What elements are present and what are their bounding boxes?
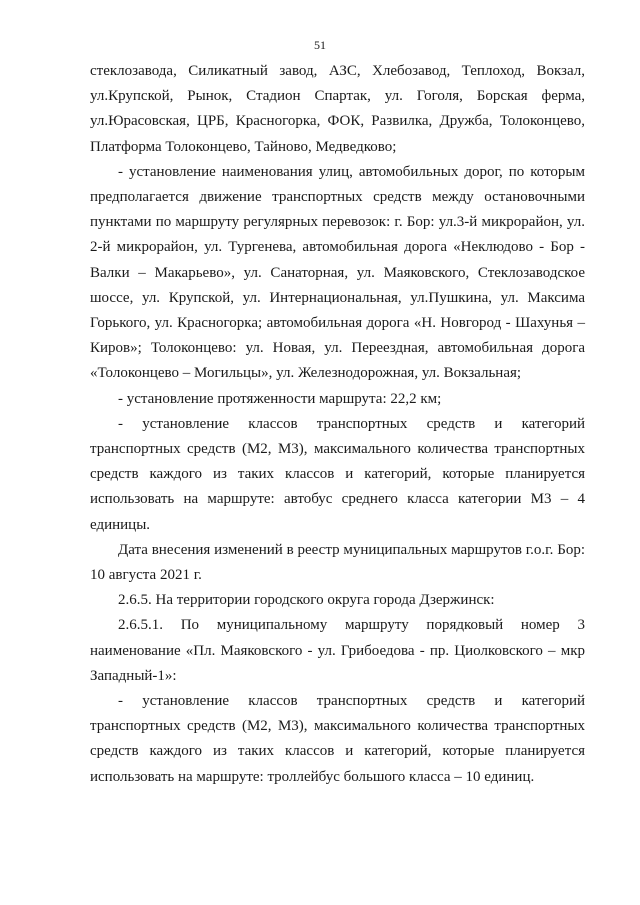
- paragraph-section-heading: 2.6.5. На территории городского округа города Дзержинск:: [118, 592, 495, 609]
- paragraph-stops-continued: стеклозавода, Силикатный завод, АЗС, Хлебозавод, Теплоход, Вокзал, ул.Крупской, Рынок, Стадион Спартак, ул. Гоголя, Борская ферма, ул.Юрасовская, ЦРБ, Красногорка, ФОК, Развилка, Дружба, Толоконцево, Платформа Толоконцево, Тайново, Медведково;: [90, 63, 585, 155]
- paragraph-vehicle-classes: - установление классов транспортных средств и категорий транспортных средств (М2, М3), максимального количества транспортных средств каждого из таких классов и категорий, которые планируется использовать на маршруте: автобус среднего класса категории М3 – 4 единицы.: [90, 415, 585, 533]
- paragraph-route-number: 2.6.5.1. По муниципальному маршруту порядковый номер 3 наименование «Пл. Маяковского - ул. Грибоедова - пр. Циолковского – мкр Западный-1»:: [90, 617, 585, 684]
- paragraph-registry-date: Дата внесения изменений в реестр муниципальных маршрутов г.о.г. Бор: 10 августа 2021 г.: [90, 541, 585, 584]
- paragraph-streets: - установление наименования улиц, автомобильных дорог, по которым предполагается движение транспортных средств между остановочными пунктами по маршруту регулярных перевозок: г. Бор: ул.3-й микрорайон, ул. 2-й микрорайон, ул. Тургенева, автомобильная дорога «Неклюдово - Бор - Валки – Макарьево», ул. Санаторная, ул. Маяковского, Стеклозаводское шоссе, ул. Крупской, ул. Интернациональная, ул.Пушкина, ул. Максима Горького, ул. Красногорка; автомобильная дорога «Н. Новгород - Шахунья – Киров»; Толоконцево: ул. Новая, ул. Переездная, автомобильная дорога «Толоконцево – Могильцы», ул. Железнодорожная, ул. Вокзальная;: [90, 163, 585, 382]
- paragraph-trolleybus-classes: - установление классов транспортных средств и категорий транспортных средств (М2, М3), максимального количества транспортных средств каждого из таких классов и категорий, которые планируется использовать на маршруте: троллейбус большого класса – 10 единиц.: [90, 693, 585, 785]
- paragraph-route-length: - установление протяженности маршрута: 22,2 км;: [118, 390, 442, 407]
- document-body: [90, 59, 585, 790]
- page-number: 51: [314, 38, 326, 52]
